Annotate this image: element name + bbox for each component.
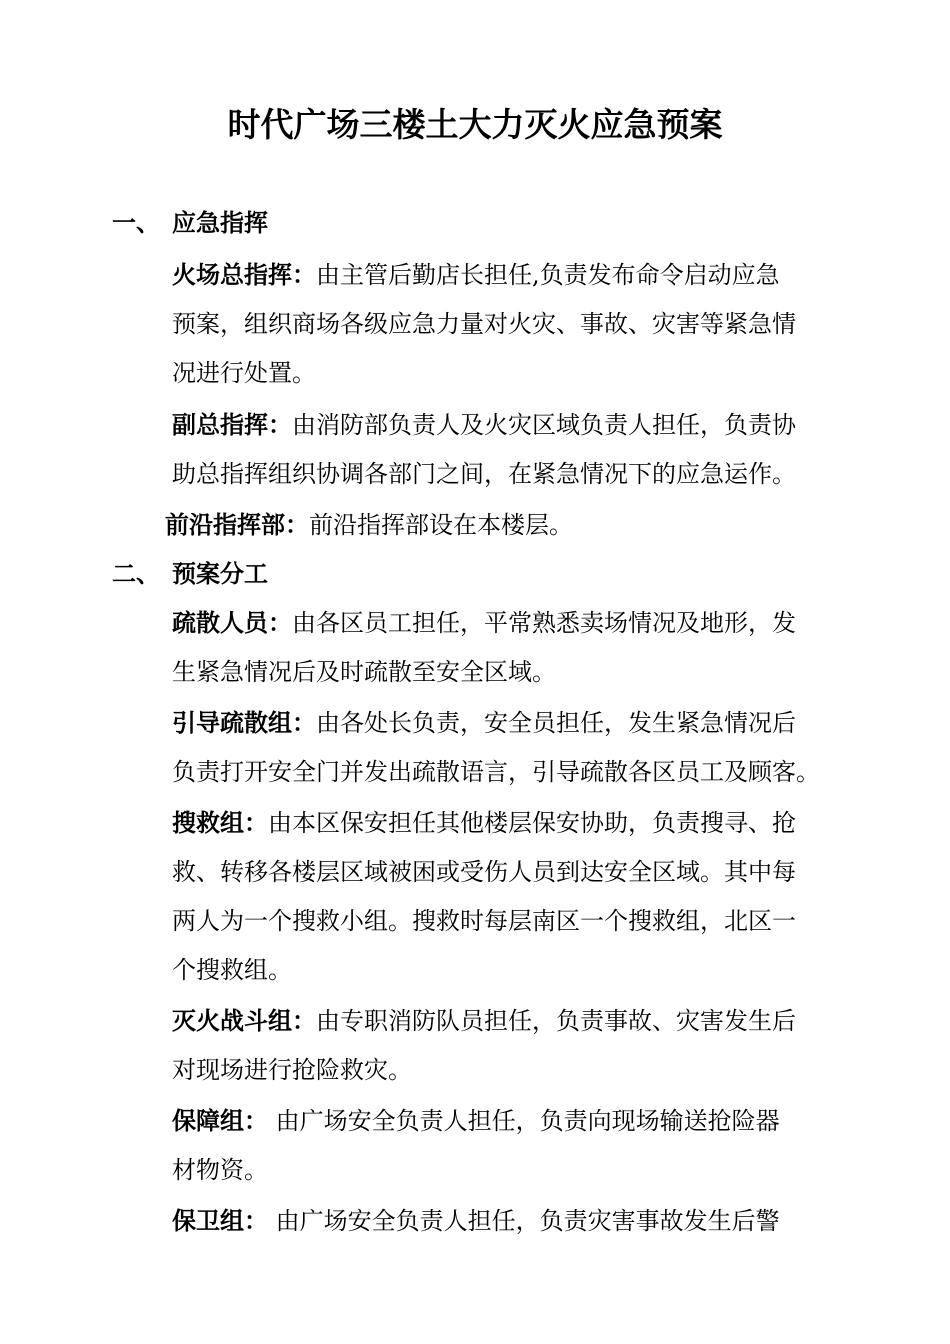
paragraph-support-group bbox=[172, 1096, 852, 1195]
section-title: 预案分工 bbox=[172, 559, 268, 588]
paragraph-line: 搜救组：由本区保安担任其他楼层保安协助，负责搜寻、抢 bbox=[172, 808, 796, 837]
paragraph-fire-commander bbox=[172, 250, 852, 398]
paragraph-evacuation-staff bbox=[172, 598, 852, 697]
paragraph-line: 火场总指挥：由主管后勤店长担任,负责发布命令启动应急 bbox=[172, 260, 780, 289]
paragraph-line: 助总指挥组织协调各部门之间，在紧急情况下的应急运作。 bbox=[172, 460, 796, 488]
paragraph-line: 负责打开安全门并发出疏散语言，引导疏散各区员工及顾客。 bbox=[172, 758, 820, 786]
paragraph-line: 材物资。 bbox=[172, 1156, 268, 1184]
section-heading-2 bbox=[112, 554, 268, 594]
section-number: 一、 bbox=[112, 208, 160, 237]
paragraph-term: 火场总指挥： bbox=[172, 260, 316, 289]
section-title: 应急指挥 bbox=[172, 208, 268, 237]
paragraph-term: 保卫组： bbox=[172, 1206, 268, 1235]
paragraph-line: 对现场进行抢险救灾。 bbox=[172, 1056, 412, 1084]
paragraph-firefighting-group bbox=[172, 996, 852, 1095]
paragraph-line: 预案，组织商场各级应急力量对火灾、事故、灾害等紧急情 bbox=[172, 310, 796, 338]
paragraph-line: 两人为一个搜救小组。搜救时每层南区一个搜救组，北区一 bbox=[172, 907, 796, 935]
paragraph-search-rescue-group bbox=[172, 798, 852, 995]
paragraph-security-group bbox=[172, 1196, 852, 1246]
paragraph-term: 保障组： bbox=[172, 1106, 268, 1135]
paragraph-line: 前沿指挥部：前沿指挥部设在本楼层。 bbox=[165, 510, 573, 539]
paragraph-forward-command bbox=[165, 500, 845, 550]
paragraph-line: 疏散人员：由各区员工担任，平常熟悉卖场情况及地形，发 bbox=[172, 608, 796, 637]
paragraph-line: 保卫组： 由广场安全负责人担任，负责灾害事故发生后警 bbox=[172, 1206, 780, 1235]
paragraph-term: 引导疏散组： bbox=[172, 708, 316, 737]
paragraph-line: 副总指挥：由消防部负责人及火灾区域负责人担任，负责协 bbox=[172, 410, 796, 439]
section-number: 二、 bbox=[112, 559, 160, 588]
section-heading-1 bbox=[112, 203, 268, 243]
paragraph-line: 个搜救组。 bbox=[172, 956, 292, 984]
document-title: 时代广场三楼土大力灭火应急预案 bbox=[227, 105, 723, 144]
paragraph-term: 疏散人员： bbox=[172, 608, 292, 637]
paragraph-line: 救、转移各楼层区域被困或受伤人员到达安全区域。其中每 bbox=[172, 858, 796, 886]
paragraph-line: 生紧急情况后及时疏散至安全区域。 bbox=[172, 658, 556, 686]
paragraph-line: 况进行处置。 bbox=[172, 359, 316, 387]
paragraph-evacuation-guide-group bbox=[172, 698, 852, 797]
paragraph-term: 搜救组： bbox=[172, 808, 268, 837]
paragraph-term: 副总指挥： bbox=[172, 410, 292, 439]
paragraph-term: 灭火战斗组： bbox=[172, 1006, 316, 1035]
paragraph-line: 引导疏散组：由各处长负责，安全员担任，发生紧急情况后 bbox=[172, 708, 796, 737]
paragraph-line: 保障组： 由广场安全负责人担任，负责向现场输送抢险器 bbox=[172, 1106, 780, 1135]
paragraph-term: 前沿指挥部： bbox=[165, 510, 309, 539]
paragraph-deputy-commander bbox=[172, 400, 852, 499]
paragraph-line: 灭火战斗组：由专职消防队员担任，负责事故、灾害发生后 bbox=[172, 1006, 796, 1035]
